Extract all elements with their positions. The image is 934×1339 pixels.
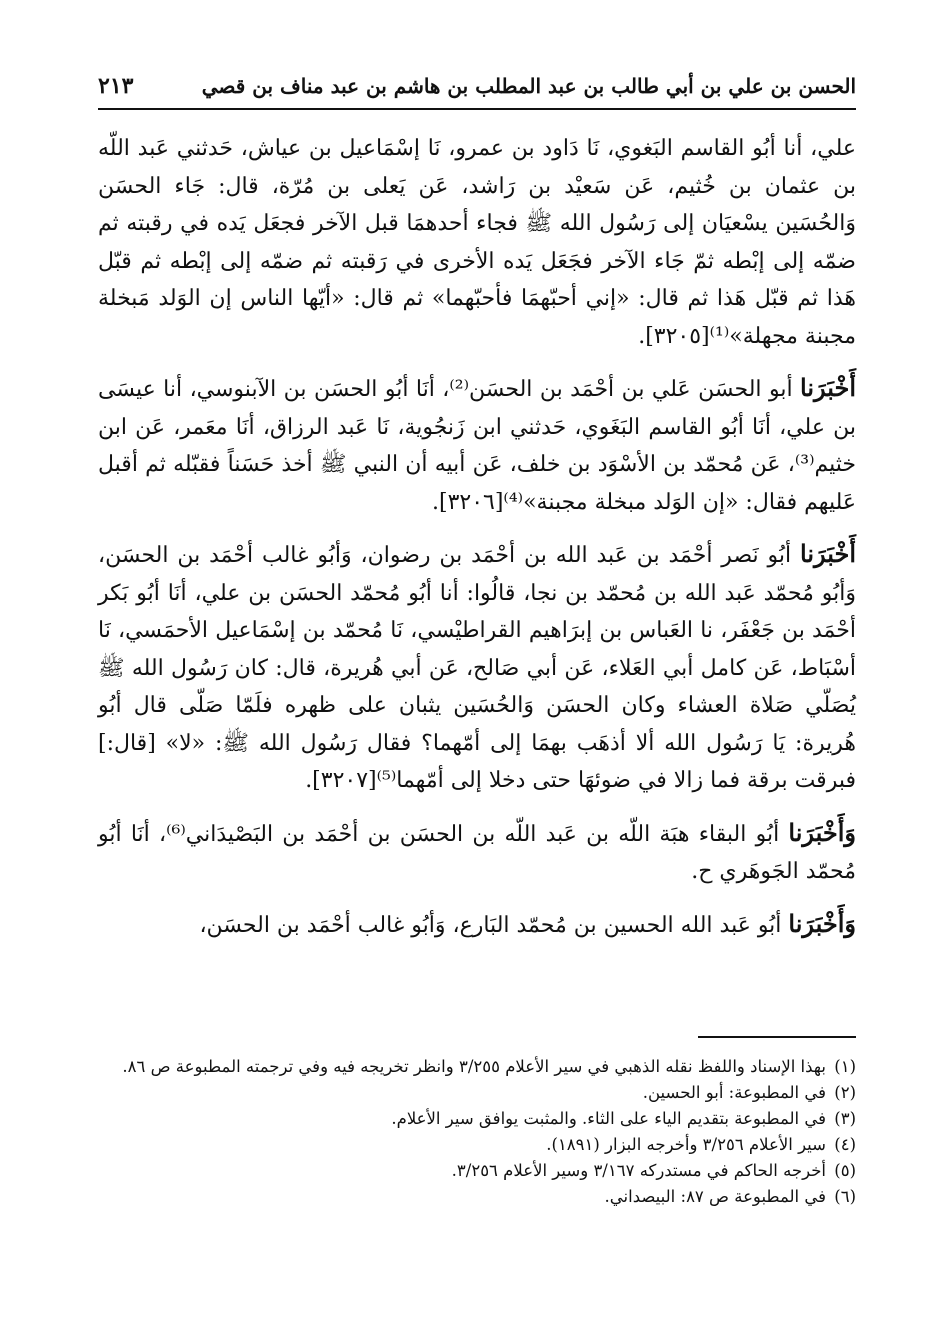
paragraph <box>98 128 856 355</box>
footnote <box>98 1132 856 1158</box>
page-number: ٢١٣ <box>98 73 134 99</box>
footnote <box>98 1106 856 1132</box>
paragraph-lead: أَخْبَرَنا <box>800 373 856 402</box>
paragraph-lead: وَأَخْبَرَنا <box>788 908 856 938</box>
footnote <box>98 1158 856 1184</box>
footnote-number: (١) <box>834 1057 856 1076</box>
paragraph-text: أبو الحسَن عَلي بن أحْمَد بن الحسَن⁽²⁾، أنَا أبُو الحسَن بن الآبنوسي، أنا عيسَى بن علي، أنَا أبُو القاسم البَغَوي، حَدثني ابن زَنجُوية، نَا عَبد الرزاق، أنَا معَمر، عَن ابن خثيم⁽³⁾، عَن مُحمّد بن الأسْوَد بن خلف، عَن أبيه أن النبي ﷺ أخذ حَسَناً فقبّله ثم أقبل عَليهم فقال: «إن الوَلد مبخلة مجبنة»⁽⁴⁾[٣٢٠٦]. <box>98 377 856 515</box>
footnote-text: أخرجه الحاكم في مستدركه ٣/١٦٧ وسير الأعلام ٣/٢٥٦. <box>451 1161 826 1180</box>
paragraph <box>98 905 856 945</box>
paragraph <box>98 369 856 521</box>
page-header <box>98 64 856 110</box>
paragraph-lead: أَخْبَرَنا <box>800 539 856 568</box>
paragraph <box>98 814 856 891</box>
paragraph-text: أبُو نَصر أحْمَد بن عَبد الله بن أحْمَد بن رضوان، وَأبُو غالب أحْمَد بن الحسَن، وَأبُو مُحمّد عَبد الله بن مُحمّد بن نجا، قالُوا: أنا أبُو مُحمّد الحسَن بن علي، أنَا أبُو بَكر أحْمَد بن جَعْفَر، نا العَباس بن إبرَاهيم القراطيْسي، نَا مُحمّد بن إسْمَاعيل الأحمَسي، نَا أسْبَاط، عَن كامل أبي العَلاء، عَن أبي صَالح، عَن أبي هُريرة، قال: كان رَسُول الله ﷺ يُصَلّي صَلاة العشاء وكان الحسَن وَالحُسَين يثبان على ظهره فلَمّا صَلّى قال أبُو هُريرة: يَا رَسُول الله ألا أذهَب بهمَا إلى أمّهما؟ فقال رَسُول الله ﷺ: «لا» [قال:] فبرقت برقة فما زالا في ضوئهَا حتى دخلا إلى أمّهما⁽⁵⁾[٣٢٠٧]. <box>98 543 856 793</box>
footnote-text: بهذا الإسناد واللفظ نقله الذهبي في سير الأعلام ٣/٢٥٥ وانظر تخريجه فيه وفي ترجمته المطبوعة ص ٨٦. <box>122 1057 826 1076</box>
footnote-text: في المطبوعة ص ٨٧: البيصداني. <box>604 1187 826 1206</box>
paragraph-text: علي، أنا أبُو القاسم البَغوي، نَا دَاود بن عمرو، نَا إسْمَاعيل بن عياش، حَدثني عَبد اللّه بن عثمان بن خُثيم، عَن سَعيْد بن رَاشد، عَن يَعلى بن مُرّة، قال: جَاء الحسَن وَالحُسَين يسْعيَان إلى رَسُول الله ﷺ فجاء أحدهمَا قبل الآخر فجعَل يَده في رقبته ثم ضمّه إلى إبْطه ثمّ جَاء الآخر فجَعَل يَده الأخرى في رَقبته ثم ضمّه إلى إبْطه ثم قبّل هَذا ثم قبّل هَذا ثم قال: «إني أحبّهمَا فأحبّهما» ثم قال: «أيّها الناس إن الوَلد مَبخلة مجبنة مجهلة»⁽¹⁾[٣٢٠٥]. <box>98 136 856 349</box>
footnote-number: (٥) <box>834 1161 856 1180</box>
main-text <box>98 128 856 958</box>
running-title: الحسن بن علي بن أبي طالب بن عبد المطلب بن هاشم بن عبد مناف بن قصي <box>201 74 856 98</box>
footnote-text: في المطبوعة بتقديم الياء على الثاء. والمثبت يوافق سير الأعلام. <box>391 1109 826 1128</box>
paragraph-text: أبُو البقاء هبَة اللّه بن عَبد اللّه بن الحسَن بن أحْمَد بن البَصْيدَاني⁽⁶⁾، أنَا أبُو مُحمّد الجَوهَري ح. <box>98 821 856 884</box>
footnote <box>98 1080 856 1106</box>
footnotes <box>98 1054 856 1210</box>
footnote-number: (٣) <box>834 1109 856 1128</box>
footnote-number: (٦) <box>834 1187 856 1206</box>
footnote <box>98 1054 856 1080</box>
footnote-number: (٤) <box>834 1135 856 1154</box>
paragraph <box>98 535 856 800</box>
paragraph-text: أبُو عَبد الله الحسين بن مُحمّد البَارع، وَأبُو غالب أحْمَد بن الحسَن، <box>199 912 789 938</box>
paragraph-lead: وَأَخْبَرَنا <box>788 817 856 847</box>
footnote-text: في المطبوعة: أبو الحسين. <box>642 1083 826 1102</box>
footnote-number: (٢) <box>834 1083 856 1102</box>
footnote <box>98 1184 856 1210</box>
footnote-text: سير الأعلام ٣/٢٥٦ وأخرجه البزار (١٨٩١). <box>546 1135 826 1154</box>
footnote-separator <box>698 1036 856 1038</box>
